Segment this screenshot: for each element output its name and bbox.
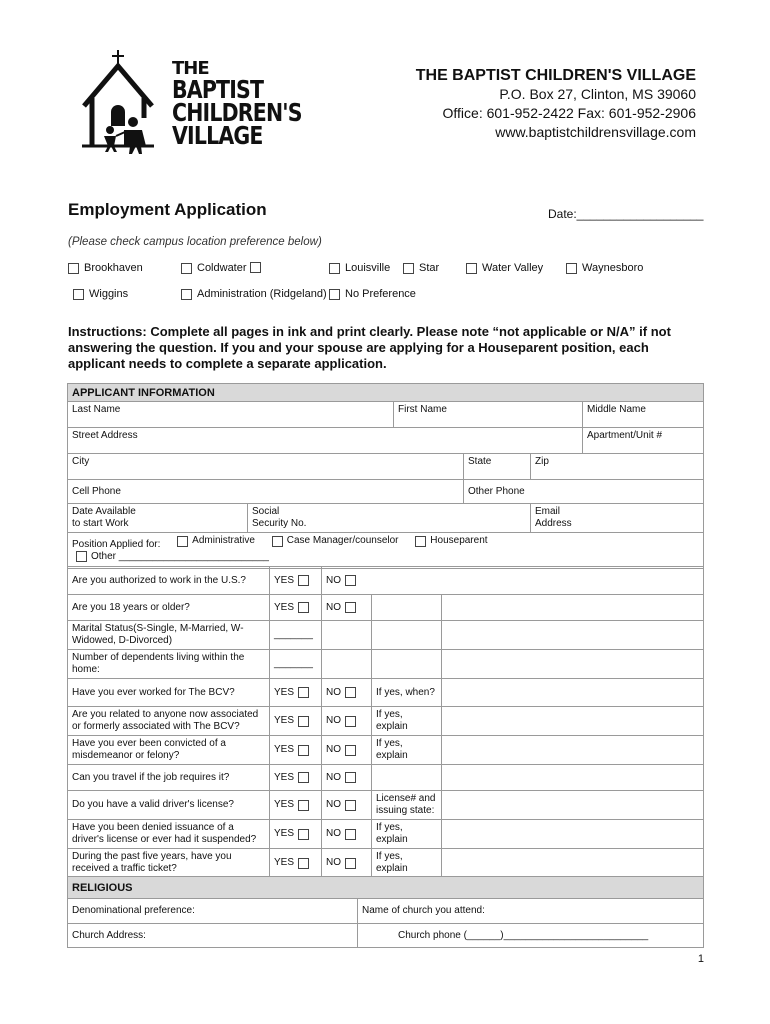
section-heading-religious: RELIGIOUS xyxy=(68,877,704,899)
checkbox[interactable] xyxy=(345,772,356,783)
checkbox[interactable] xyxy=(181,289,192,300)
denomination-field[interactable]: Denominational preference: xyxy=(68,899,358,924)
yes-label: YES xyxy=(274,574,295,586)
checkbox[interactable] xyxy=(73,289,84,300)
yes-label: YES xyxy=(274,799,295,810)
yes-option[interactable] xyxy=(270,765,322,791)
checkbox[interactable] xyxy=(181,263,192,274)
checkbox[interactable] xyxy=(345,687,356,698)
middle-name-field[interactable]: Middle Name xyxy=(583,402,704,428)
empty-cell xyxy=(442,765,704,791)
organization-address: P.O. Box 27, Clinton, MS 39060 xyxy=(499,86,696,102)
follow-up-label: License# and issuing state: xyxy=(372,791,442,820)
campus-option-waynesboro[interactable] xyxy=(566,262,643,274)
organization-website[interactable]: www.baptistchildrensvillage.com xyxy=(495,124,696,140)
no-label: NO xyxy=(326,857,341,868)
checkbox[interactable] xyxy=(298,745,309,756)
empty-cell xyxy=(442,621,704,650)
checkbox[interactable] xyxy=(345,800,356,811)
question-text: Have you ever worked for The BCV? xyxy=(68,679,270,707)
no-option[interactable] xyxy=(322,679,372,707)
position-label: Position Applied for: xyxy=(72,538,161,550)
checkbox[interactable] xyxy=(566,263,577,274)
question-text: Are you 18 years or older? xyxy=(68,595,270,621)
no-label: NO xyxy=(326,574,341,586)
position-applied-row xyxy=(68,533,704,569)
question-text: Have you ever been convicted of a misdemeanor or felony? xyxy=(68,736,270,765)
checkbox[interactable] xyxy=(298,772,309,783)
church-children-logo xyxy=(78,48,168,156)
first-name-field[interactable]: First Name xyxy=(394,402,583,428)
logo-line-1: THE xyxy=(172,58,209,79)
yes-option[interactable] xyxy=(270,849,322,878)
position-option-label: Houseparent xyxy=(430,535,488,546)
state-field[interactable]: State xyxy=(464,454,531,480)
checkbox[interactable] xyxy=(298,687,309,698)
position-option-label: Administrative xyxy=(192,535,255,546)
empty-cell xyxy=(372,595,442,621)
logo-line-4: VILLAGE xyxy=(172,121,263,150)
logo-wordmark xyxy=(172,58,330,150)
apartment-field[interactable]: Apartment/Unit # xyxy=(583,428,704,454)
campus-option-louisville[interactable] xyxy=(329,262,390,274)
organization-name: THE BAPTIST CHILDREN'S VILLAGE xyxy=(415,67,696,84)
answer-line[interactable]: _______ xyxy=(270,621,322,650)
question-text: Are you related to anyone now associated or formerly associated with The BCV? xyxy=(68,707,270,736)
follow-up-answer[interactable] xyxy=(442,849,704,878)
page-number: 1 xyxy=(697,953,704,965)
no-option[interactable] xyxy=(322,791,372,820)
empty-cell xyxy=(322,621,372,650)
campus-option-brookhaven[interactable] xyxy=(68,262,143,274)
campus-note: (Please check campus location preference below) xyxy=(68,236,322,248)
yes-label: YES xyxy=(274,857,295,868)
campus-option-unlabeled[interactable] xyxy=(250,262,266,273)
document-title: Employment Application xyxy=(68,200,267,219)
empty-cell xyxy=(442,595,704,621)
yes-option[interactable] xyxy=(270,567,322,595)
cell-phone-field[interactable]: Cell Phone xyxy=(68,480,464,504)
campus-label: Waynesboro xyxy=(582,262,644,274)
church-phone-field[interactable]: Church phone (______)__________________________ xyxy=(358,924,704,948)
follow-up-answer[interactable] xyxy=(442,679,704,707)
campus-label: No Preference xyxy=(345,288,416,300)
campus-label: Brookhaven xyxy=(84,262,143,274)
question-text: Are you authorized to work in the U.S.? xyxy=(68,567,270,595)
position-option-label: Case Manager/counselor xyxy=(286,535,399,546)
position-administrative[interactable] xyxy=(173,535,255,547)
answer-line[interactable]: _______ xyxy=(270,650,322,679)
follow-up-label: If yes, explain xyxy=(372,736,442,765)
organization-phones: Office: 601-952-2422 Fax: 601-952-2906 xyxy=(442,105,696,121)
checkbox[interactable] xyxy=(403,263,414,274)
yes-option[interactable] xyxy=(270,820,322,849)
checkbox[interactable] xyxy=(298,575,309,586)
date-available-field[interactable]: Date Available to start Work xyxy=(68,504,248,533)
church-name-field[interactable]: Name of church you attend: xyxy=(358,899,704,924)
yes-label: YES xyxy=(274,686,295,698)
yes-option[interactable] xyxy=(270,707,322,736)
position-case-manager[interactable] xyxy=(268,535,399,547)
position-option-label: Other ___________________________ xyxy=(91,550,269,562)
checkbox[interactable] xyxy=(298,829,309,840)
yes-option[interactable] xyxy=(270,791,322,820)
yes-option[interactable] xyxy=(270,679,322,707)
city-field[interactable]: City xyxy=(68,454,464,480)
no-label: NO xyxy=(326,686,341,698)
campus-label: Star xyxy=(419,262,440,274)
other-phone-field[interactable]: Other Phone xyxy=(464,480,704,504)
campus-label: Coldwater xyxy=(197,262,247,274)
no-option[interactable] xyxy=(322,765,372,791)
checkbox[interactable] xyxy=(345,602,356,613)
no-label: NO xyxy=(326,828,341,839)
campus-option-wiggins[interactable] xyxy=(73,288,128,300)
follow-up-answer[interactable] xyxy=(442,707,704,736)
campus-option-administration[interactable] xyxy=(181,288,327,300)
yes-label: YES xyxy=(274,715,295,726)
checkbox[interactable] xyxy=(345,858,356,869)
follow-up-answer[interactable] xyxy=(442,820,704,849)
section-heading-applicant: APPLICANT INFORMATION xyxy=(68,384,704,402)
follow-up-answer[interactable] xyxy=(442,791,704,820)
follow-up-label: If yes, explain xyxy=(372,820,442,849)
empty-cell xyxy=(322,650,372,679)
checkbox[interactable] xyxy=(345,575,356,586)
no-label: NO xyxy=(326,744,341,755)
logo-line-2: BAPTIST xyxy=(172,75,264,104)
checkbox[interactable] xyxy=(329,263,340,274)
checkbox[interactable] xyxy=(250,262,261,273)
empty-cell xyxy=(442,650,704,679)
church-address-field[interactable]: Church Address: xyxy=(68,924,358,948)
checkbox[interactable] xyxy=(466,263,477,274)
yes-label: YES xyxy=(274,601,295,613)
position-other[interactable] xyxy=(72,551,269,563)
campus-label: Wiggins xyxy=(89,288,129,300)
last-name-field[interactable]: Last Name xyxy=(68,402,394,428)
no-option[interactable] xyxy=(322,567,704,595)
yes-label: YES xyxy=(274,744,295,755)
question-text: Can you travel if the job requires it? xyxy=(68,765,270,791)
question-text: Marital Status(S-Single, M-Married, W-Widowed, D-Divorced) xyxy=(68,621,270,650)
campus-option-star[interactable] xyxy=(403,262,439,274)
religious-table xyxy=(67,876,704,948)
question-text: During the past five years, have you received a traffic ticket? xyxy=(68,849,270,878)
yes-option[interactable] xyxy=(270,736,322,765)
question-text: Do you have a valid driver's license? xyxy=(68,791,270,820)
no-label: NO xyxy=(326,771,341,783)
yes-label: YES xyxy=(274,828,295,839)
checkbox[interactable] xyxy=(345,829,356,840)
campus-option-water-valley[interactable] xyxy=(466,262,543,274)
campus-option-coldwater[interactable] xyxy=(181,262,247,274)
no-option[interactable] xyxy=(322,736,372,765)
yes-label: YES xyxy=(274,771,295,783)
checkbox[interactable] xyxy=(272,536,283,547)
organization-header xyxy=(416,66,696,142)
position-houseparent[interactable] xyxy=(411,535,487,547)
checkbox[interactable] xyxy=(177,536,188,547)
empty-cell xyxy=(372,621,442,650)
no-label: NO xyxy=(326,601,341,613)
checkbox[interactable] xyxy=(415,536,426,547)
no-option[interactable] xyxy=(322,820,372,849)
no-option[interactable] xyxy=(322,707,372,736)
checkbox[interactable] xyxy=(298,716,309,727)
question-text: Number of dependents living within the home: xyxy=(68,650,270,679)
checkbox[interactable] xyxy=(76,551,87,562)
checkbox[interactable] xyxy=(298,602,309,613)
no-label: NO xyxy=(326,799,341,810)
no-option[interactable] xyxy=(322,595,372,621)
email-field[interactable]: Email Address xyxy=(531,504,704,533)
question-text: Have you been denied issuance of a driver's license or ever had it suspended? xyxy=(68,820,270,849)
zip-field[interactable]: Zip xyxy=(531,454,704,480)
empty-cell xyxy=(372,650,442,679)
campus-label: Water Valley xyxy=(482,262,544,274)
campus-label: Louisville xyxy=(345,262,391,274)
follow-up-label: If yes, explain xyxy=(372,707,442,736)
empty-cell xyxy=(372,765,442,791)
follow-up-label: If yes, explain xyxy=(372,849,442,878)
logo-line-3: CHILDREN'S xyxy=(172,98,302,127)
checkbox[interactable] xyxy=(345,745,356,756)
questions-table xyxy=(67,566,704,878)
checkbox[interactable] xyxy=(298,858,309,869)
checkbox[interactable] xyxy=(68,263,79,274)
date-field[interactable]: Date:___________________ xyxy=(548,207,704,221)
follow-up-label: If yes, when? xyxy=(372,679,442,707)
campus-option-no-preference[interactable] xyxy=(329,288,416,300)
yes-option[interactable] xyxy=(270,595,322,621)
campus-label: Administration (Ridgeland) xyxy=(197,288,327,300)
follow-up-answer[interactable] xyxy=(442,736,704,765)
applicant-info-table xyxy=(67,383,704,569)
no-label: NO xyxy=(326,715,341,726)
ssn-field[interactable]: Social Security No. xyxy=(248,504,531,533)
street-address-field[interactable]: Street Address xyxy=(68,428,583,454)
checkbox[interactable] xyxy=(329,289,340,300)
checkbox[interactable] xyxy=(298,800,309,811)
checkbox[interactable] xyxy=(345,716,356,727)
no-option[interactable] xyxy=(322,849,372,878)
instructions-text: Instructions: Complete all pages in ink and print clearly. Please note “not applicable or N/A” if not answering the question. If you and your spouse are applying for a Houseparent position, each applicant needs to complete a separate application. xyxy=(68,324,671,371)
